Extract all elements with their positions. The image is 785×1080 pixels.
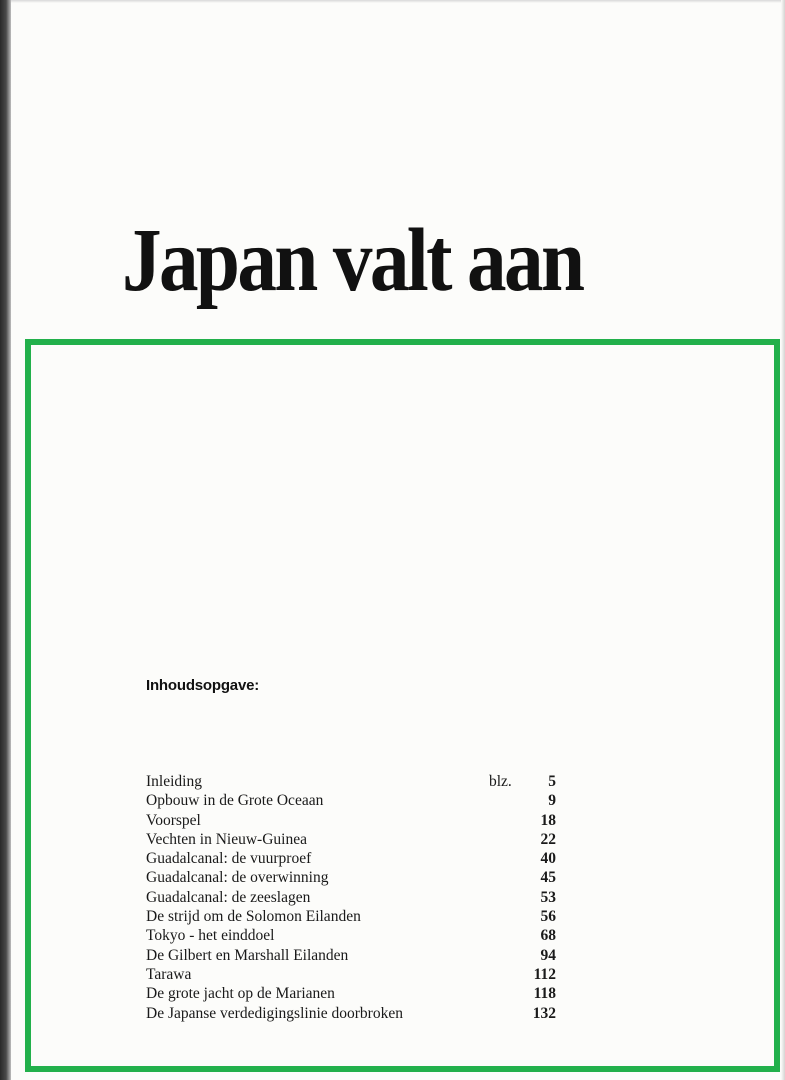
page-title: Japan valt aan <box>122 211 583 310</box>
toc-entry-page: 56 <box>540 908 556 926</box>
toc-entry-page: 118 <box>533 985 556 1003</box>
toc-entry-label: De strijd om de Solomon Eilanden <box>146 908 361 926</box>
toc-entry-page: 132 <box>532 1004 556 1022</box>
toc-entry-label: Vechten in Nieuw-Guinea <box>146 830 307 848</box>
toc-entry-page: 68 <box>540 927 556 945</box>
toc-entry-label: Tarawa <box>146 965 192 983</box>
toc-entry <box>146 811 556 830</box>
toc-entry <box>146 888 556 907</box>
toc-entry-page: 40 <box>540 850 556 868</box>
toc-entry <box>146 1004 556 1023</box>
toc-entry-label: Tokyo - het einddoel <box>146 927 275 945</box>
toc-blz-label: blz. <box>489 773 512 790</box>
toc-entry-label: Guadalcanal: de overwinning <box>146 869 329 887</box>
book-spine-edge <box>0 0 11 1080</box>
toc-entry-page: 18 <box>540 811 556 829</box>
toc-entry-label: Opbouw in de Grote Oceaan <box>146 792 324 810</box>
toc-entry-page: 94 <box>540 946 556 964</box>
toc-entry-page: 22 <box>540 830 556 848</box>
toc-entry <box>146 868 556 887</box>
toc-entry <box>146 965 556 984</box>
toc-entry <box>146 907 556 926</box>
page-top-edge <box>11 0 785 3</box>
toc-entry-label: Guadalcanal: de vuurproef <box>146 850 312 868</box>
toc-entry-page: 9 <box>548 792 556 810</box>
toc-entry-page: 112 <box>533 965 556 983</box>
toc-entry <box>146 791 556 810</box>
page-right-edge <box>781 0 785 1080</box>
toc-entry <box>146 772 556 791</box>
toc-entry-page: 5 <box>548 773 556 790</box>
toc-entry-label: Voorspel <box>146 811 201 829</box>
toc-entry <box>146 984 556 1003</box>
toc-entry-label: Inleiding <box>146 773 202 790</box>
toc-entry-page: 45 <box>540 869 556 887</box>
toc-entry-label: Guadalcanal: de zeeslagen <box>146 888 311 906</box>
toc-entry <box>146 946 556 965</box>
toc-entry-label: De Gilbert en Marshall Eilanden <box>146 946 349 964</box>
toc-entry <box>146 849 556 868</box>
toc-entry-label: De Japanse verdedigingslinie doorbroken <box>146 1004 403 1022</box>
toc-entry <box>146 926 556 945</box>
toc-entry-label: De grote jacht op de Marianen <box>146 985 335 1003</box>
toc-entry-page: 53 <box>540 888 556 906</box>
table-of-contents <box>146 772 556 1023</box>
toc-entry <box>146 830 556 849</box>
toc-heading: Inhoudsopgave: <box>146 677 260 694</box>
